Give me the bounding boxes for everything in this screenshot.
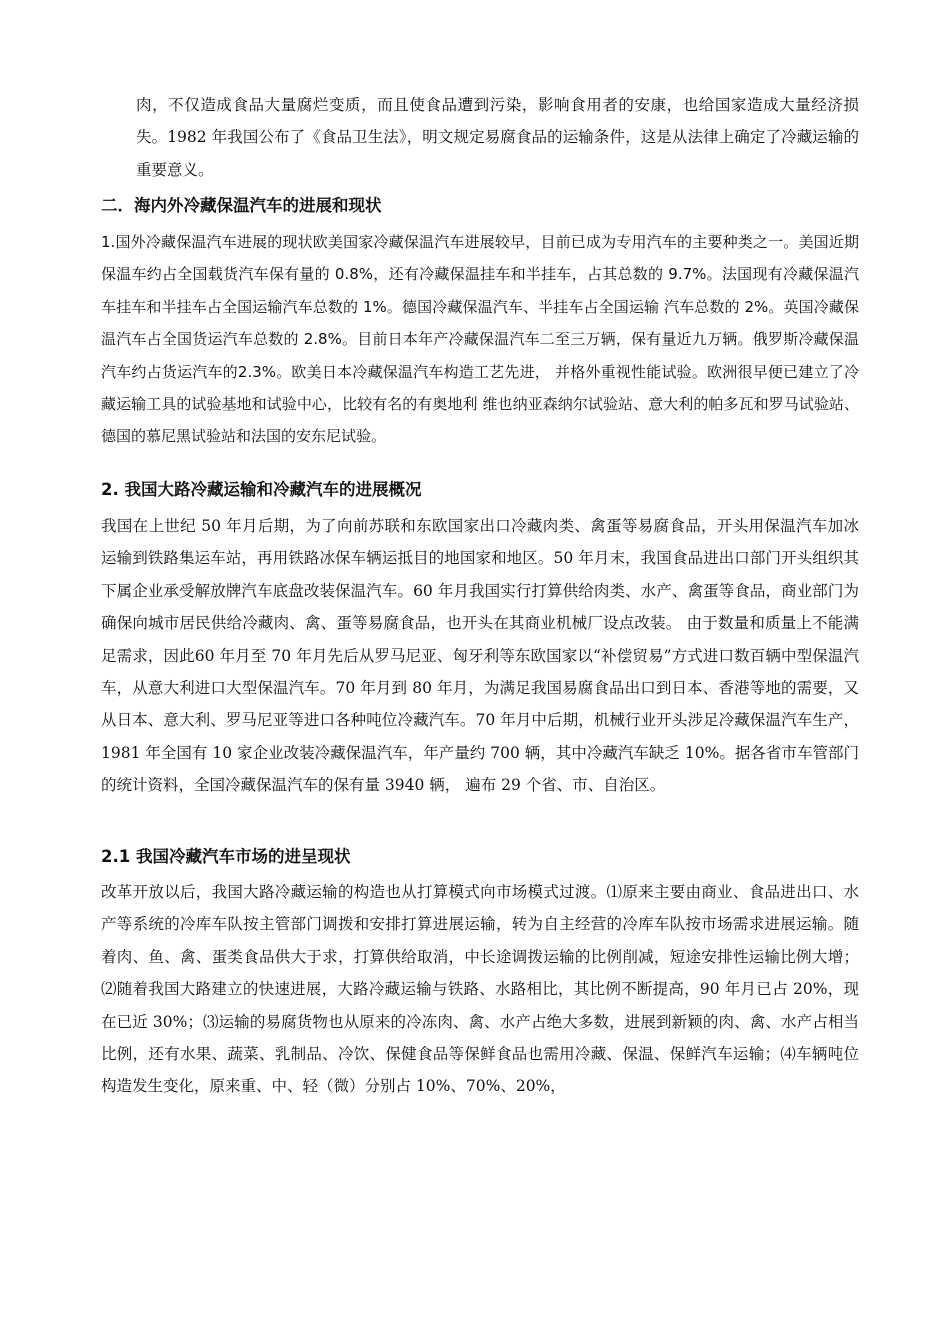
- china-development-paragraph: 我国在上世纪 50 年月后期，为了向前苏联和东欧国家出口冷藏肉类、禽蛋等易腐食品，开头用保温汽车加冰运输到铁路集运车站，再用铁路冰保车辆运抵目的地国家和地区。50 年月末，我国食品进出口部门开头组织其下属企业承受解放牌汽车底盘改装保温汽车。60 年月我国实行打算供给肉类、水产、禽蛋等食品，商业部门为确保向城市居民供给冷藏肉、禽、蛋等易腐食品，也开头在其商业机械厂设点改装。 由于数量和质量上不能满足需求，因此60 年月至 70 年月先后从罗马尼亚、匈牙利等东欧国家以“补偿贸易”方式进口数百辆中型保温汽车，从意大利进口大型保温汽车。70 年月到 80 年月，为满足我国易腐食品出口到日本、香港等地的需要，又从日本、意大利、罗马尼亚等进口各种吨位冷藏汽车。70 年月中后期，机械行业开头涉足冷藏保温汽车生产，1981 年全国有 10 家企业改装冷藏保温汽车，年产量约 700 辆，其中冷藏汽车缺乏 10%。据各省市车管部门的统计资料，全国冷藏保温汽车的保有量 3940 辆， 遍布 29 个省、市、自治区。: [101, 517, 859, 795]
- foreign-development-paragraph: 1.国外冷藏保温汽车进展的现状欧美国家冷藏保温汽车进展较早，目前已成为专用汽车的主要种类之一。美国近期保温车约占全国载货汽车保有量的 0.8%，还有冷藏保温挂车和半挂车，占其总数的 9.7%。法国现有冷藏保温汽车挂车和半挂车占全国运输汽车总数的 1%。德国冷藏保温汽车、半挂车占全国运输 汽车总数的 2%。英国冷藏保温汽车占全国货运汽车总数的 2.8%。目前日本年产冷藏保温汽车二至三万辆，保有量近九万辆。俄罗斯冷藏保温汽车约占货运汽车的2.3%。欧美日本冷藏保温汽车构造工艺先进， 并格外重视性能试验。欧洲很早便已建立了冷藏运输工具的试验基地和试验中心，比较有名的有奥地利 维也纳亚森纳尔试验站、意大利的帕多瓦和罗马试验站、德国的慕尼黑试验站和法国的安东尼试验。: [101, 233, 859, 446]
- intro-paragraph: 肉，不仅造成食品大量腐烂变质，而且使食品遭到污染，影响食用者的安康，也给国家造成大量经济损失。1982 年我国公布了《食品卫生法》，明文规定易腐食品的运输条件，这是从法律上确定了冷藏运输的重要意义。: [136, 96, 859, 179]
- section-heading-china-highway: 2. 我国大路冷藏运输和冷藏汽车的进展概况: [101, 480, 422, 499]
- market-status-paragraph: 改革开放以后，我国大路冷藏运输的构造也从打算模式向市场模式过渡。⑴原来主要由商业、食品进出口、水产等系统的冷库车队按主管部门调拨和安排打算进展运输，转为自主经营的冷库车队按市场需求进展运输。随着肉、鱼、禽、蛋类食品供大于求，打算供给取消，中长途调拨运输的比例削减，短途安排性运输比例大增；⑵随着我国大路建立的快速进展，大路冷藏运输与铁路、水路相比，其比例不断提高，90 年月已占 20%，现在已近 30%；⑶运输的易腐货物也从原来的冷冻肉、禽、水产占绝大多数，进展到新颖的肉、禽、水产占相当比例，还有水果、蔬菜、乳制品、冷饮、保健食品等保鲜食品也需用冷藏、保温、保鲜汽车运输；⑷车辆吨位构造发生变化，原来重、中、轻（微）分别占 10%、70%、20%，: [101, 883, 859, 1096]
- section-heading-domestic-foreign: 二．海内外冷藏保温汽车的进展和现状: [101, 196, 382, 215]
- section-heading-market-status: 2.1 我国冷藏汽车市场的进呈现状: [101, 847, 351, 866]
